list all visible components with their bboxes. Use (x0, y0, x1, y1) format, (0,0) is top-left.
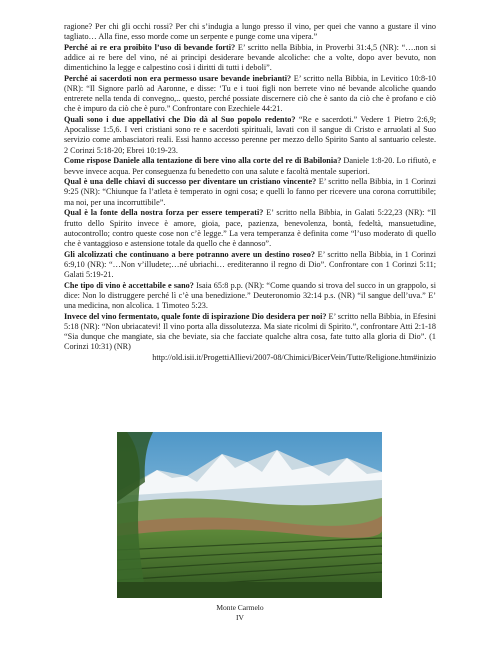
document-body (64, 22, 436, 364)
paragraph-text: “Re e sacerdoti.” Vedere 1 Pietro 2:6,9; Apocalisse 1:5,6. I veri cristiani sono re e sacerdoti spirituali, lavati con il sangue di Cristo e arruolati al Suo servizio come ambasciatori reali. Essi hanno accesso perenne per mezzo dello Spirito Santo al santuario celeste. 2 Corinzi 5:18-20; Ebrei 10:19-23. (64, 115, 436, 155)
question-heading: Perché ai sacerdoti non era permesso usare bevande inebrianti? (64, 74, 292, 84)
question-heading: Gli alcolizzati che continuano a bere potranno avere un destino roseo? (64, 249, 315, 259)
paragraph (64, 250, 436, 280)
paragraph (64, 156, 436, 176)
landscape-illustration (117, 432, 382, 598)
paragraph-text: Daniele 1:8-20. Lo rifiutò, e bevve invece acqua. Per conseguenza fu benedetto con una salute e facoltà mentale superiori. (64, 156, 436, 176)
paragraph-text: E’ scritto nella Bibbia, in 1 Corinzi 9:25 (NR): “Chiunque fa l’atleta è temperato in ogni cosa; e quelli lo fanno per ricevere una corona corruttibile; ma noi, per una incorruttibile”. (64, 177, 436, 207)
paragraph (64, 281, 436, 311)
paragraph-text: E’ scritto nella Bibbia, in Efesini 5:18 (NR): “Non ubriacatevi! Il vino porta alla dissolutezza. Ma siate ricolmi di Spirito.”, confrontare Atti 2:1-18 “Sia dunque che mangiate, sia che beviate, sia che facciate qualche altra cosa, fate tutto alla gloria di Dio”. (1 Corinzi 10:31) (NR) (64, 311, 436, 352)
paragraph-text: E’ scritto nella Bibbia, in Levitico 10:8-10 (NR): “Il Signore parlò ad Aaronne, e disse: ‘Tu e i tuoi figli non berrete vino né bevande alcoliche quando entrerete nella tenda di convegno,.. questo, perché possiate discernere ciò che è santo da ciò che è profano e ciò che è impuro da ciò che è puro.” Confrontare con Ezechiele 44:21. (64, 74, 436, 114)
page-number: IV (236, 613, 244, 622)
paragraph (64, 74, 436, 114)
question-heading: Invece del vino fermentato, quale fonte di ispirazione Dio desidera per noi? (64, 311, 327, 321)
paragraph-text: E’ scritto nella Bibbia, in Galati 5:22,23 (NR): “Il frutto dello Spirito invece è amore, gioia, pace, pazienza, benevolenza, bontà, fedeltà, mansuetudine, autocontrollo; contro queste cose non c’è legge.” La vera temperanza è definita come “l’uso moderato di quello che è vantaggioso e astensione totale da quello che è dannoso”. (64, 208, 437, 248)
question-heading: Qual è la fonte della nostra forza per essere temperati? (64, 208, 264, 218)
question-heading: Come rispose Daniele alla tentazione di bere vino alla corte del re di Babilonia? (64, 156, 342, 166)
paragraph-text: ragione? Per chi gli occhi rossi? Per chi s’indugia a lungo presso il vino, per quei che vanno a gustare il vino tagliato… Alla fine, esso morde come un serpente e punge come una vipera.” (64, 22, 436, 42)
paragraph-text: E’ scritto nella Bibbia, in Proverbi 31:4,5 (NR): “….non si addice ai re bere del vino, né ai principi desiderare bevande alcoliche: che a volte, dopo aver bevuto, non dimentichino la legge e calpestino così i diritti di tutti i deboli”. (64, 42, 436, 73)
question-heading: Quali sono i due appellativi che Dio dà al Suo popolo redento? (64, 115, 296, 125)
paragraph (64, 22, 436, 42)
question-heading: Perché ai re era proibito l’uso di bevande forti? (64, 42, 236, 52)
paragraph (64, 115, 436, 155)
paragraph (64, 208, 436, 248)
question-heading: Qual è una delle chiavi di successo per diventare un cristiano vincente? (64, 177, 317, 187)
photo-caption: Monte Carmelo (216, 603, 264, 612)
paragraph (64, 43, 436, 73)
paragraph-text: E’ scritto nella Bibbia, in 1 Corinzi 6:9,10 (NR): “…Non v’illudete;…né ubriachi… erediteranno il regno di Dio”. Confrontare con 1 Corinzi 5:11; Galati 5:19-21. (64, 249, 436, 279)
monte-carmelo-photo (117, 432, 382, 598)
foreground-grass (117, 582, 382, 598)
paragraph (64, 177, 436, 207)
paragraph-text: Isaia 65:8 p.p. (NR): “Come quando si trova del succo in un grappolo, si dice: Non lo distruggere perché lì c’è una benedizione.” Deuteronomio 32:14 p.s. (NR) “il sangue dell’uva.” E’ una medicina, non alcolica. 1 Timoteo 5:23. (64, 280, 436, 310)
question-heading: Che tipo di vino è accettabile e sano? (64, 280, 194, 290)
paragraph (64, 312, 436, 352)
source-url[interactable]: http://old.isii.it/ProgettiAllievi/2007-08/Chimici/BicerVein/Tutte/Religione.htm#inizio (152, 352, 436, 362)
